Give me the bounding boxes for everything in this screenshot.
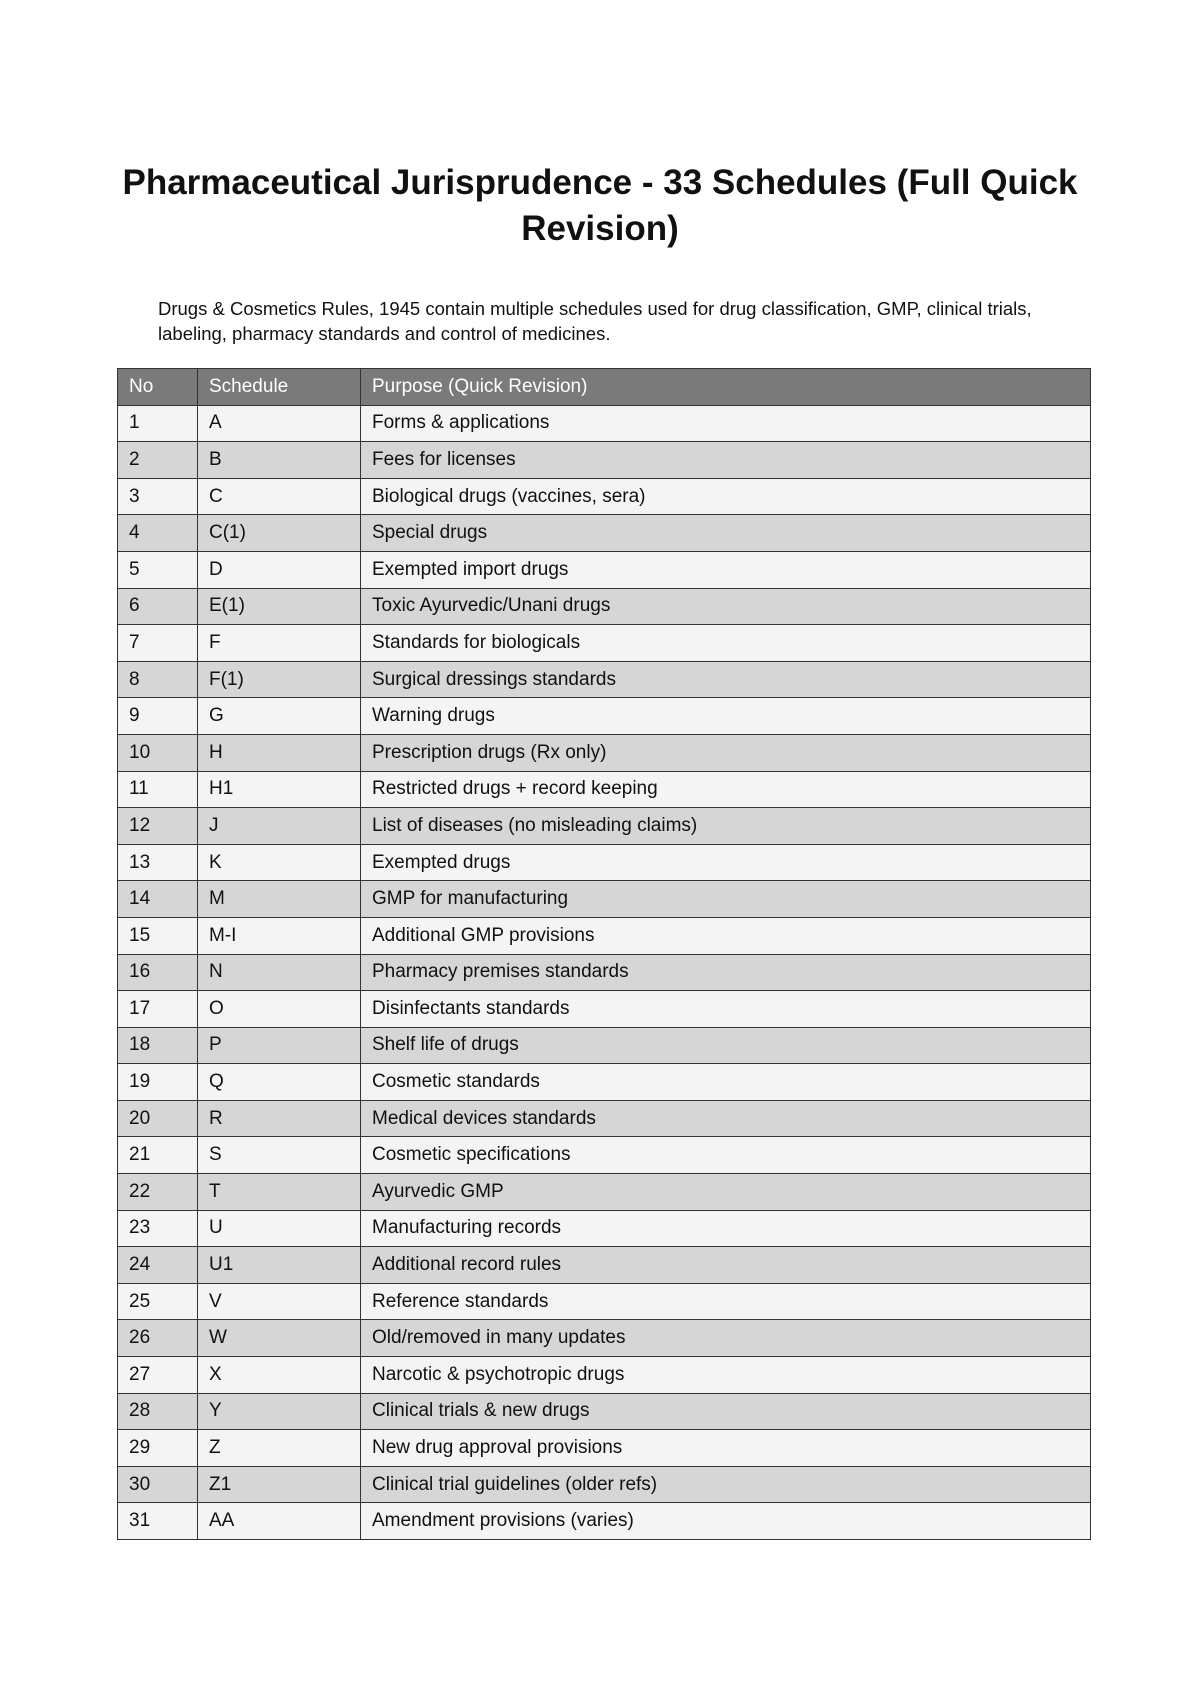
cell-purpose: Pharmacy premises standards <box>361 954 1091 991</box>
cell-purpose: Old/removed in many updates <box>361 1320 1091 1357</box>
table-row <box>118 1210 1091 1247</box>
table-row <box>118 625 1091 662</box>
table-row <box>118 1247 1091 1284</box>
cell-no: 13 <box>118 844 198 881</box>
table-row <box>118 551 1091 588</box>
cell-purpose: Ayurvedic GMP <box>361 1174 1091 1211</box>
cell-no: 11 <box>118 771 198 808</box>
table-row <box>118 1100 1091 1137</box>
table-row <box>118 1137 1091 1174</box>
table-row <box>118 405 1091 442</box>
cell-schedule: Q <box>198 1064 361 1101</box>
cell-schedule: B <box>198 442 361 479</box>
cell-schedule: H <box>198 734 361 771</box>
table-row <box>118 771 1091 808</box>
table-body <box>118 405 1091 1539</box>
cell-purpose: Cosmetic standards <box>361 1064 1091 1101</box>
table-row <box>118 478 1091 515</box>
cell-purpose: Narcotic & psychotropic drugs <box>361 1357 1091 1394</box>
table-row <box>118 1064 1091 1101</box>
table-row <box>118 954 1091 991</box>
cell-schedule: H1 <box>198 771 361 808</box>
cell-purpose: Special drugs <box>361 515 1091 552</box>
cell-purpose: Exempted drugs <box>361 844 1091 881</box>
cell-no: 25 <box>118 1283 198 1320</box>
cell-no: 15 <box>118 917 198 954</box>
cell-purpose: Additional GMP provisions <box>361 917 1091 954</box>
cell-schedule: K <box>198 844 361 881</box>
cell-schedule: C <box>198 478 361 515</box>
cell-no: 4 <box>118 515 198 552</box>
cell-purpose: List of diseases (no misleading claims) <box>361 808 1091 845</box>
table-row <box>118 734 1091 771</box>
cell-purpose: Cosmetic specifications <box>361 1137 1091 1174</box>
cell-no: 21 <box>118 1137 198 1174</box>
cell-schedule: V <box>198 1283 361 1320</box>
cell-no: 10 <box>118 734 198 771</box>
cell-purpose: Toxic Ayurvedic/Unani drugs <box>361 588 1091 625</box>
cell-purpose: Biological drugs (vaccines, sera) <box>361 478 1091 515</box>
table-row <box>118 698 1091 735</box>
cell-schedule: F(1) <box>198 661 361 698</box>
column-header-purpose: Purpose (Quick Revision) <box>361 369 1091 406</box>
cell-schedule: D <box>198 551 361 588</box>
cell-no: 2 <box>118 442 198 479</box>
cell-schedule: E(1) <box>198 588 361 625</box>
cell-no: 14 <box>118 881 198 918</box>
table-row <box>118 1466 1091 1503</box>
table-row <box>118 991 1091 1028</box>
table-row <box>118 1174 1091 1211</box>
cell-no: 3 <box>118 478 198 515</box>
cell-purpose: Forms & applications <box>361 405 1091 442</box>
table-row <box>118 1430 1091 1467</box>
cell-purpose: Warning drugs <box>361 698 1091 735</box>
cell-schedule: Z <box>198 1430 361 1467</box>
cell-purpose: Surgical dressings standards <box>361 661 1091 698</box>
table-row <box>118 1393 1091 1430</box>
cell-purpose: Clinical trial guidelines (older refs) <box>361 1466 1091 1503</box>
cell-no: 1 <box>118 405 198 442</box>
cell-schedule: M <box>198 881 361 918</box>
cell-no: 29 <box>118 1430 198 1467</box>
cell-schedule: U1 <box>198 1247 361 1284</box>
cell-schedule: AA <box>198 1503 361 1540</box>
cell-schedule: S <box>198 1137 361 1174</box>
cell-no: 5 <box>118 551 198 588</box>
cell-schedule: U <box>198 1210 361 1247</box>
cell-purpose: GMP for manufacturing <box>361 881 1091 918</box>
table-row <box>118 661 1091 698</box>
cell-purpose: Prescription drugs (Rx only) <box>361 734 1091 771</box>
cell-purpose: Manufacturing records <box>361 1210 1091 1247</box>
column-header-schedule: Schedule <box>198 369 361 406</box>
cell-schedule: T <box>198 1174 361 1211</box>
cell-no: 17 <box>118 991 198 1028</box>
cell-no: 19 <box>118 1064 198 1101</box>
document-title: Pharmaceutical Jurisprudence - 33 Schedules (Full Quick Revision) <box>122 163 1078 248</box>
table-row <box>118 1357 1091 1394</box>
cell-purpose: Reference standards <box>361 1283 1091 1320</box>
cell-schedule: G <box>198 698 361 735</box>
cell-no: 24 <box>118 1247 198 1284</box>
table-row <box>118 515 1091 552</box>
cell-schedule: N <box>198 954 361 991</box>
cell-no: 23 <box>118 1210 198 1247</box>
cell-no: 26 <box>118 1320 198 1357</box>
table-row <box>118 1027 1091 1064</box>
table-row <box>118 1503 1091 1540</box>
cell-purpose: Amendment provisions (varies) <box>361 1503 1091 1540</box>
cell-no: 30 <box>118 1466 198 1503</box>
cell-no: 20 <box>118 1100 198 1137</box>
table-header <box>118 369 1091 406</box>
cell-schedule: P <box>198 1027 361 1064</box>
table-row <box>118 881 1091 918</box>
table-row <box>118 1320 1091 1357</box>
intro-paragraph: Drugs & Cosmetics Rules, 1945 contain multiple schedules used for drug classification, GMP, clinical trials, labeling, pharmacy standards and control of medicines. <box>158 298 1032 344</box>
table-row <box>118 1283 1091 1320</box>
schedules-table <box>117 368 1091 1540</box>
cell-schedule: F <box>198 625 361 662</box>
cell-schedule: Z1 <box>198 1466 361 1503</box>
cell-no: 6 <box>118 588 198 625</box>
cell-schedule: O <box>198 991 361 1028</box>
cell-purpose: Shelf life of drugs <box>361 1027 1091 1064</box>
table-header-row <box>118 369 1091 406</box>
cell-no: 16 <box>118 954 198 991</box>
cell-purpose: Restricted drugs + record keeping <box>361 771 1091 808</box>
cell-no: 7 <box>118 625 198 662</box>
cell-purpose: Exempted import drugs <box>361 551 1091 588</box>
cell-no: 9 <box>118 698 198 735</box>
cell-purpose: Additional record rules <box>361 1247 1091 1284</box>
cell-no: 12 <box>118 808 198 845</box>
cell-no: 28 <box>118 1393 198 1430</box>
table-row <box>118 808 1091 845</box>
cell-schedule: W <box>198 1320 361 1357</box>
cell-schedule: A <box>198 405 361 442</box>
cell-purpose: Fees for licenses <box>361 442 1091 479</box>
cell-schedule: J <box>198 808 361 845</box>
cell-schedule: R <box>198 1100 361 1137</box>
cell-purpose: Clinical trials & new drugs <box>361 1393 1091 1430</box>
column-header-no: No <box>118 369 198 406</box>
cell-no: 31 <box>118 1503 198 1540</box>
table-row <box>118 588 1091 625</box>
cell-schedule: M-I <box>198 917 361 954</box>
table-row <box>118 917 1091 954</box>
cell-no: 18 <box>118 1027 198 1064</box>
cell-purpose: New drug approval provisions <box>361 1430 1091 1467</box>
cell-no: 22 <box>118 1174 198 1211</box>
cell-purpose: Standards for biologicals <box>361 625 1091 662</box>
cell-schedule: C(1) <box>198 515 361 552</box>
cell-schedule: X <box>198 1357 361 1394</box>
cell-purpose: Disinfectants standards <box>361 991 1091 1028</box>
cell-purpose: Medical devices standards <box>361 1100 1091 1137</box>
table-row <box>118 844 1091 881</box>
table-row <box>118 442 1091 479</box>
cell-no: 8 <box>118 661 198 698</box>
cell-schedule: Y <box>198 1393 361 1430</box>
cell-no: 27 <box>118 1357 198 1394</box>
